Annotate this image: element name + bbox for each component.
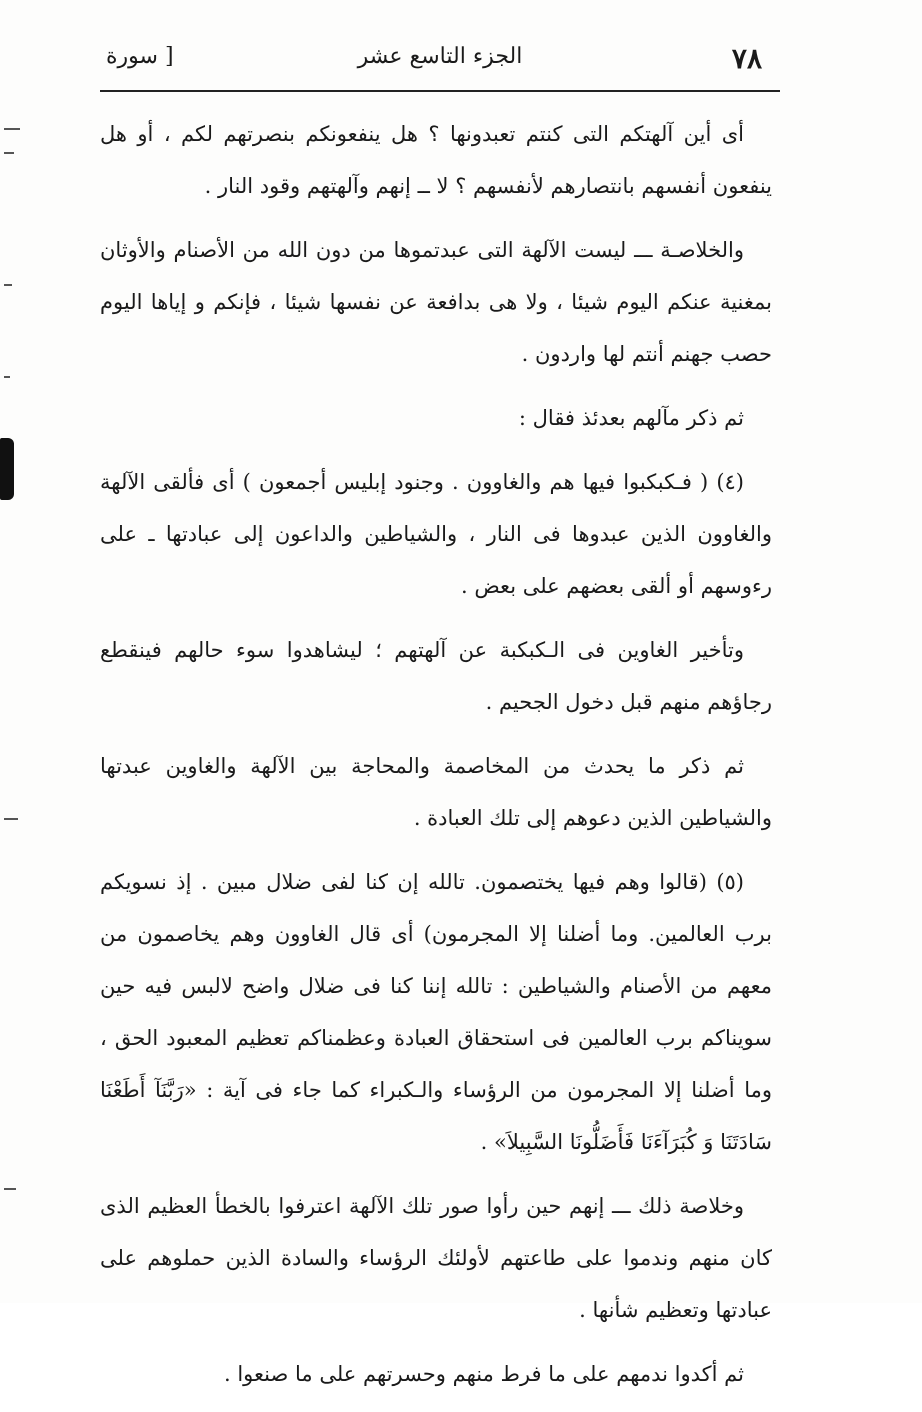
paragraph: أى أين آلهتكم التى كنتم تعبدونها ؟ هل ينفعونكم بنصرتهم لكم ، أو هل ينفعون أنفسهم بانتصارهم لأنفسهم ؟ لا ــ إنهم وآلهتهم وقود النار . <box>100 122 772 198</box>
paragraph: (٤) ( فـكبكبوا فيها هم والغاوون . وجنود إبليس أجمعون ) أى فألقى الآلهة والغاوون الذين عبدوها فى النار ، والشياطين والداعون إلى عبادتها ـ على رءوسهم أو ألقى بعضهم على بعض . <box>100 470 772 598</box>
scan-mark <box>4 284 12 286</box>
scan-mark <box>4 376 10 378</box>
page-body <box>100 108 772 1412</box>
scan-blot <box>0 438 14 500</box>
scan-mark <box>4 128 20 130</box>
paragraph: ثم أكدوا ندمهم على ما فرط منهم وحسرتهم على ما صنعوا . <box>223 1362 744 1386</box>
paragraph: (٥) (قالوا وهم فيها يختصمون. تالله إن كنا لفى ضلال مبين . إذ نسويكم برب العالمين. وما أضلنا إلا المجرمون) أى قال الغاوون وهم يخاصمون من معهم من الأصنام والشياطين : تالله إننا كنا فى ضلال واضح لالبس فيه حين سويناكم برب العالمين فى استحقاق العبادة وعظمناكم تعظيم المعبود الحق ، وما أضلنا إلا المجرمون من الرؤساء والـكبراء كما جاء فى آية : «رَبَّنَآ أَطَعْنَا سَادَتَنَا وَ كُبَرَآءَنَا فَأَضَلُّونَا السَّبِيلاَ» . <box>100 870 772 1154</box>
paragraph: وخلاصة ذلك ـــ إنهم حين رأوا صور تلك الآلهة اعترفوا بالخطأ العظيم الذى كان منهم وندموا على طاعتهم لأولئك الرؤساء والسادة الذين حملوهم على عبادتها وتعظيم شأنها . <box>100 1194 772 1322</box>
page-number: ٧٨ <box>731 42 762 75</box>
scan-mark <box>4 818 18 820</box>
scan-mark <box>4 152 14 154</box>
paragraph: والخلاصـة ـــ ليست الآلهة التى عبدتموها من دون الله من الأصنام والأوثان بمغنية عنكم اليوم شيئا ، ولا هى بدافعة عن نفسها شيئا ، فإنكم و إياها اليوم حصب جهنم أنتم لها واردون . <box>100 238 772 366</box>
running-title: الجزء التاسع عشر <box>357 44 523 69</box>
header-rule <box>100 90 780 92</box>
paragraph: وتأخير الغاوين فى الـكبكبة عن آلهتهم ؛ ليشاهدوا سوء حالهم فينقطع رجاؤهم منهم قبل دخول الجحيم . <box>100 638 772 714</box>
paragraph: ثم ذكر مآلهم بعدئذ فقال : <box>518 406 744 430</box>
page-header <box>100 36 780 88</box>
paragraph: ثم ذكر ما يحدث من المخاصمة والمحاجة بين الآلهة والغاوين عبدتها والشياطين الذين دعوهم إلى تلك العبادة . <box>100 754 772 830</box>
surah-label: [ سورة <box>106 44 174 69</box>
scan-mark <box>4 1188 16 1190</box>
